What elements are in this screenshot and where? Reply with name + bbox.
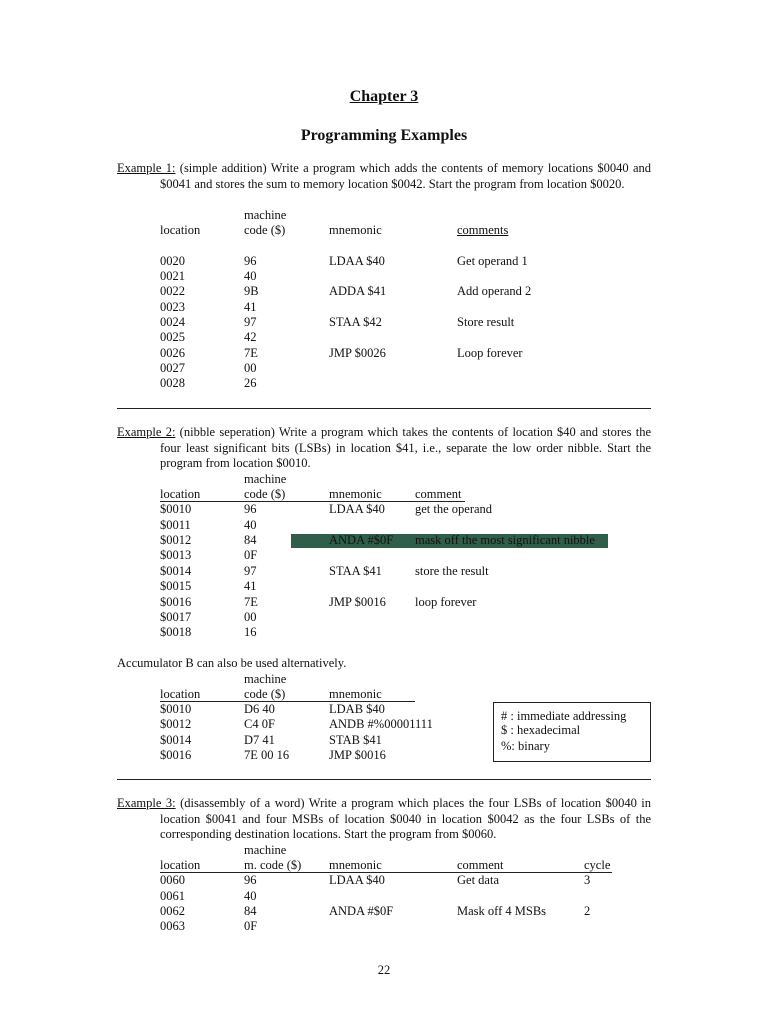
- table-cell: 97: [244, 315, 257, 329]
- example2-header-machine: machine: [244, 472, 287, 486]
- alt-header-location: location: [160, 687, 201, 701]
- table-cell: 0022: [160, 284, 185, 298]
- table-cell: $0015: [160, 579, 192, 593]
- table-cell: 3: [584, 873, 591, 887]
- table-cell: get the operand: [415, 502, 493, 516]
- table-cell: LDAA $40: [329, 254, 385, 268]
- header-underline: [160, 872, 612, 873]
- example1-header-code: code ($): [244, 223, 286, 237]
- example3-description: [117, 796, 651, 843]
- table-cell: $0016: [160, 595, 192, 609]
- example1-header-mnemonic: mnemonic: [329, 223, 382, 237]
- table-cell: 0026: [160, 346, 185, 360]
- table-cell: 97: [244, 564, 257, 578]
- example2-header-code: code ($): [244, 487, 286, 501]
- table-cell: JMP $0016: [329, 748, 386, 762]
- table-cell: 0060: [160, 873, 185, 887]
- example1-header-comments: comments: [457, 223, 509, 237]
- table-cell: 0027: [160, 361, 185, 375]
- example1-label: Example 1:: [117, 161, 176, 175]
- table-cell: 0021: [160, 269, 185, 283]
- legend-item: %: binary: [501, 739, 550, 753]
- table-cell: 0023: [160, 300, 185, 314]
- table-cell: 41: [244, 300, 257, 314]
- example3-label: Example 3:: [117, 796, 176, 810]
- table-cell: 2: [584, 904, 591, 918]
- table-cell: $0010: [160, 502, 192, 516]
- table-cell: Get data: [457, 873, 499, 887]
- example3-header-mnemonic: mnemonic: [329, 858, 382, 872]
- chapter-title: Chapter 3: [349, 88, 419, 105]
- example1-description: [117, 161, 651, 192]
- table-cell: $0014: [160, 564, 192, 578]
- table-cell: 42: [244, 330, 257, 344]
- table-cell: LDAA $40: [329, 502, 385, 516]
- table-cell: $0016: [160, 748, 192, 762]
- table-cell: Add operand 2: [457, 284, 532, 298]
- example2-header-location: location: [160, 487, 201, 501]
- table-cell: 0062: [160, 904, 185, 918]
- table-cell: $0011: [160, 518, 191, 532]
- table-cell: Store result: [457, 315, 515, 329]
- table-cell: ANDA #$0F: [329, 904, 394, 918]
- table-cell: Loop forever: [457, 346, 523, 360]
- table-cell: 16: [244, 625, 257, 639]
- example1-header-location: location: [160, 223, 201, 237]
- table-cell: $0014: [160, 733, 192, 747]
- example1-text: (simple addition) Write a program which adds the contents of memory locations $0040 and $0041 and stores the sum to memory location $0042. Start the program from location $0020.: [160, 161, 651, 191]
- table-cell: 96: [244, 254, 257, 268]
- table-cell: ADDA $41: [329, 284, 387, 298]
- table-cell: 96: [244, 502, 257, 516]
- table-cell: LDAB $40: [329, 702, 385, 716]
- table-cell: 9B: [244, 284, 259, 298]
- example2-header-comment: comment: [415, 487, 462, 501]
- legend-item: # : immediate addressing: [501, 709, 627, 723]
- table-cell: 40: [244, 269, 257, 283]
- alt-description: Accumulator B can also be used alternatively.: [117, 656, 347, 670]
- table-cell: 0024: [160, 315, 185, 329]
- alt-header-code: code ($): [244, 687, 286, 701]
- legend-item: $ : hexadecimal: [501, 723, 581, 737]
- alt-header-mnemonic: mnemonic: [329, 687, 382, 701]
- alt-header-machine: machine: [244, 672, 287, 686]
- table-cell: 00: [244, 610, 257, 624]
- table-cell: C4 0F: [244, 717, 275, 731]
- table-cell: 0F: [244, 548, 258, 562]
- table-cell: Get operand 1: [457, 254, 528, 268]
- table-cell: $0010: [160, 702, 192, 716]
- table-cell: JMP $0016: [329, 595, 386, 609]
- example3-header-location: location: [160, 858, 201, 872]
- example3-header-machine: machine: [244, 843, 287, 857]
- table-cell: $0012: [160, 533, 192, 547]
- table-cell: STAA $41: [329, 564, 382, 578]
- table-cell: $0018: [160, 625, 192, 639]
- table-cell: $0017: [160, 610, 192, 624]
- table-cell: 40: [244, 889, 257, 903]
- table-cell: 84: [244, 904, 257, 918]
- page-title: Programming Examples: [300, 127, 468, 144]
- example2-header-mnemonic: mnemonic: [329, 487, 382, 501]
- example2-description: [117, 425, 651, 472]
- section-divider: [117, 779, 651, 780]
- section-divider: [117, 408, 651, 409]
- table-cell: 00: [244, 361, 257, 375]
- table-cell: 41: [244, 579, 257, 593]
- example3-text: (disassembly of a word) Write a program which places the four LSBs of location $0040 in location $0041 and four MSBs of location $0040 in location $0042 as the four LSBs of the corresponding destination locations. Start the program from $0060.: [160, 796, 652, 841]
- example3-header-cycle: cycle: [584, 858, 611, 872]
- table-cell: JMP $0026: [329, 346, 386, 360]
- table-cell: store the result: [415, 564, 489, 578]
- example3-header-comment: comment: [457, 858, 504, 872]
- table-cell: Mask off 4 MSBs: [457, 904, 547, 918]
- table-cell: 84: [244, 533, 257, 547]
- table-cell: 0025: [160, 330, 185, 344]
- table-cell: $0013: [160, 548, 192, 562]
- example1-header-machine: machine: [244, 208, 287, 222]
- table-cell: LDAA $40: [329, 873, 385, 887]
- table-cell: D6 40: [244, 702, 275, 716]
- table-cell: 7E 00 16: [244, 748, 290, 762]
- table-cell: loop forever: [415, 595, 477, 609]
- example3-header-code: m. code ($): [244, 858, 302, 872]
- table-cell: ANDA #$0F: [329, 533, 394, 547]
- table-cell: 40: [244, 518, 257, 532]
- table-cell: STAB $41: [329, 733, 382, 747]
- table-cell: 0063: [160, 919, 185, 933]
- page-number: 22: [377, 963, 391, 977]
- table-cell: 26: [244, 376, 257, 390]
- example2-label: Example 2:: [117, 425, 176, 439]
- table-cell: D7 41: [244, 733, 275, 747]
- table-cell: $0012: [160, 717, 192, 731]
- table-cell: 0020: [160, 254, 185, 268]
- example2-text: (nibble seperation) Write a program which takes the contents of location $40 and stores the four least significant bits (LSBs) in location $41, i.e., separate the low order nibble. Start the program from location $0010.: [160, 425, 651, 470]
- table-cell: mask off the most significant nibble: [415, 533, 595, 547]
- table-cell: 7E: [244, 595, 258, 609]
- table-cell: 0028: [160, 376, 185, 390]
- table-cell: 96: [244, 873, 257, 887]
- table-cell: ANDB #%00001111: [329, 717, 433, 731]
- table-cell: STAA $42: [329, 315, 382, 329]
- table-cell: 0F: [244, 919, 258, 933]
- table-cell: 7E: [244, 346, 258, 360]
- table-cell: 0061: [160, 889, 185, 903]
